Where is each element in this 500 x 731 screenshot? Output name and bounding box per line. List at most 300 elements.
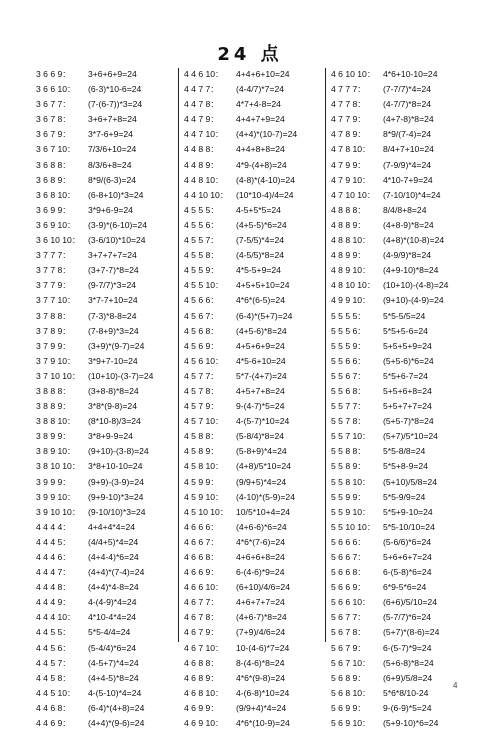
number-set: 4 5 7 10： [184,416,224,427]
number-set: 4 5 5 9： [184,265,219,276]
number-set: 3 6 9 9： [36,204,71,215]
solution-expression: 4*10-4*4=24 [88,612,137,623]
solution-expression: (9+9)-(3-9)=24 [88,476,144,487]
solution-expression: 4+6+7+7=24 [236,597,285,608]
number-set: 4 4 4 4： [36,521,71,532]
number-set: 4 5 7 7： [184,370,219,381]
solution-expression: (7-10/10)*4=24 [383,189,441,200]
number-set: 4 5 10 10： [184,506,229,517]
number-set: 4 7 10 10： [331,189,376,200]
solution-row [36,716,178,731]
solutions-column-2 [184,67,326,731]
solution-expression: 5*5+5-6=24 [383,325,428,336]
solution-expression: 5+5+7+7=24 [383,401,432,412]
solution-expression: (7+9)/4/6=24 [236,627,286,638]
number-set: 5 6 6 6： [331,536,366,547]
solution-expression: (3-6/10)*10=24 [88,235,146,246]
solution-expression: (7-7/7)*4=24 [383,84,432,95]
number-set: 5 6 6 10： [331,597,371,608]
number-set: 4 6 7 10： [184,642,224,653]
solution-expression: (4-4/7)*7=24 [236,84,285,95]
solution-row [331,565,473,580]
number-set: 3 8 10 10： [36,461,81,472]
number-set: 4 9 9 10： [331,295,371,306]
number-set: 5 5 5 5： [331,310,366,321]
number-set: 5 5 7 10： [331,431,371,442]
solution-expression: 5*5-8/8=24 [383,446,426,457]
solution-row [184,656,326,671]
solution-expression: 5*5+9-10=24 [383,506,433,517]
solution-row [184,142,326,157]
solution-row [36,535,178,550]
number-set: 4 6 9 10： [184,718,224,729]
solution-row [184,278,326,293]
number-set: 5 6 6 8： [331,567,366,578]
solution-expression: (5+7)*(8-6)=24 [383,627,440,638]
number-set: 4 5 5 10： [184,280,224,291]
solution-expression: 10/5*10+4=24 [236,506,291,517]
solution-expression: 8-(4-6)*8=24 [236,657,285,668]
number-set: 4 4 4 8： [36,582,71,593]
number-set: 3 7 9 10： [36,355,76,366]
solution-row [184,293,326,308]
solution-row [184,399,326,414]
number-set: 3 9 9 9： [36,476,71,487]
solution-row [36,384,178,399]
number-set: 4 6 7 8： [184,612,219,623]
solution-expression: (5+7)/5*10=24 [383,431,438,442]
solution-expression: (5-8+9)*4=24 [236,446,287,457]
solution-row [36,309,178,324]
number-set: 3 8 9 9： [36,431,71,442]
number-set: 4 5 9 9： [184,476,219,487]
solution-row [36,399,178,414]
solution-row [36,233,178,248]
solution-expression: 4*6*(6-5)=24 [236,295,285,306]
solution-expression: (4-5+7)*4=24 [88,657,139,668]
number-set: 4 4 7 8： [184,99,219,110]
number-set: 4 4 10 10： [184,189,229,200]
solution-expression: (4-7/7)*8=24 [383,99,432,110]
number-set: 3 7 7 10： [36,295,76,306]
solution-row [36,97,178,112]
number-set: 4 7 8 9： [331,129,366,140]
number-set: 4 5 7 9： [184,401,219,412]
solution-expression: 3*9+6-9=24 [88,204,133,215]
solution-expression: 3*8*(9-8)=24 [88,401,137,412]
solution-row [184,505,326,520]
solution-expression: (4+9-10)*8=24 [383,265,439,276]
solution-expression: (5-7/7)*6=24 [383,612,432,623]
solution-expression: 10-(4-6)*7=24 [236,642,290,653]
number-set: 3 7 7 7： [36,250,71,261]
number-set: 3 6 9 10： [36,219,76,230]
solution-expression: (10*10-4)/4=24 [236,189,294,200]
solution-row [36,369,178,384]
solution-row [331,248,473,263]
solution-expression: (10+10)-(3-7)=24 [88,370,154,381]
solution-row [184,490,326,505]
solution-row [331,550,473,565]
solution-row [184,188,326,203]
solution-expression: (4+4)*4-8=24 [88,582,139,593]
solution-row [36,671,178,686]
number-set: 3 9 9 10： [36,491,76,502]
number-set: 3 6 8 8： [36,159,71,170]
solution-expression: 9-(4-7)*5=24 [236,401,285,412]
solution-expression: (4+4)*(9-6)=24 [88,718,145,729]
solution-expression: (5-8/4)*8=24 [236,431,285,442]
solution-expression: (9/9+4)*4=24 [236,702,287,713]
solution-expression: 3*7-6+9=24 [88,129,133,140]
solution-expression: (5-4/4)*6=24 [88,642,137,653]
solution-expression: 4+5+5+10=24 [236,280,290,291]
number-set: 4 5 8 8： [184,431,219,442]
solution-row [36,565,178,580]
solution-row [184,535,326,550]
number-set: 3 8 8 9： [36,401,71,412]
solution-row [36,324,178,339]
solution-expression: 4*6*(7-6)=24 [236,536,285,547]
number-set: 5 5 9 9： [331,491,366,502]
number-set: 4 4 5 8： [36,672,71,683]
solution-row [331,142,473,157]
solution-expression: 9-(6-9)*5=24 [383,702,432,713]
solution-row [184,565,326,580]
number-set: 5 6 7 10： [331,657,371,668]
number-set: 4 4 5 10： [36,687,76,698]
number-set: 3 7 10 10： [36,370,81,381]
solution-expression: 4+5+6+9=24 [236,340,285,351]
solution-row [184,595,326,610]
solution-expression: (5+9-10)*6=24 [383,718,439,729]
solution-row [331,369,473,384]
solution-row [36,580,178,595]
solution-row [331,173,473,188]
solution-expression: (4+4)*(10-7)=24 [236,129,298,140]
number-set: 3 6 6 9： [36,69,71,79]
solution-row [331,671,473,686]
solution-expression: 3*8+9-9=24 [88,431,133,442]
number-set: 4 6 8 10： [184,687,224,698]
number-set: 4 8 8 8： [331,204,366,215]
solution-row [331,339,473,354]
solution-expression: (6-8+10)*3=24 [88,189,144,200]
solution-row [36,459,178,474]
number-set: 5 6 6 7： [331,552,366,562]
solution-row [331,399,473,414]
number-set: 5 6 7 9： [331,642,366,653]
solution-row [184,444,326,459]
solution-row [331,112,473,127]
solution-expression: 4*6*(10-9)=24 [236,718,290,729]
number-set: 4 6 6 9： [184,567,219,578]
number-set: 4 4 5 5： [36,627,71,638]
solution-expression: 3*8+10-10=24 [88,461,143,472]
number-set: 5 6 7 7： [331,612,366,623]
number-set: 4 7 9 10： [331,174,371,185]
solution-expression: (10+10)-(4-8)=24 [383,280,449,291]
solution-row [331,701,473,716]
solution-expression: (7-8+9)*3=24 [88,325,139,336]
solution-row [331,520,473,535]
solution-row [184,339,326,354]
number-set: 3 8 8 8： [36,385,71,396]
solution-row [184,233,326,248]
solution-row [331,625,473,640]
solution-expression: 4-(4-9)*4=24 [88,597,137,608]
solution-row [331,641,473,656]
solution-row [331,535,473,550]
number-set: 5 6 7 8： [331,627,366,638]
solution-expression: (7-5/5)*4=24 [236,235,285,246]
solutions-column-1 [36,67,178,731]
number-set: 5 6 9 9： [331,702,366,713]
number-set: 4 8 10 10： [331,280,376,291]
number-set: 4 4 4 7： [36,567,71,578]
solution-expression: (9/9+5)*4=24 [236,476,287,487]
solution-expression: 5+5+5+9=24 [383,340,432,351]
number-set: 4 5 5 8： [184,250,219,261]
solution-row [184,97,326,112]
solution-expression: 4*7+4-8=24 [236,99,281,110]
solution-expression: 5*5+6-7=24 [383,370,428,381]
number-set: 5 5 8 10： [331,476,371,487]
solution-row [36,278,178,293]
solution-row [36,188,178,203]
number-set: 4 8 8 10： [331,235,371,246]
number-set: 4 4 4 6： [36,552,71,562]
solution-row [184,263,326,278]
solution-expression: (9-7/7)*3=24 [88,280,137,291]
number-set: 4 8 9 10： [331,265,371,276]
solution-expression: (5-6/6)*6=24 [383,536,432,547]
solution-row [184,218,326,233]
solution-expression: 4*6+10-10=24 [383,69,438,79]
solution-expression: (8*10-8)/3=24 [88,416,141,427]
number-set: 5 6 6 9： [331,582,366,593]
solution-row [36,142,178,157]
number-set: 4 5 8 9： [184,446,219,457]
solution-row [184,475,326,490]
solution-expression: 6-(5-7)*9=24 [383,642,432,653]
solution-row [331,429,473,444]
number-set: 4 6 6 8： [184,552,219,562]
solution-row [331,203,473,218]
solution-row [36,263,178,278]
number-set: 4 7 8 10： [331,144,371,155]
number-set: 4 5 5 7： [184,235,219,246]
solution-expression: 3+6+6+9=24 [88,69,137,79]
number-set: 4 5 9 10： [184,491,224,502]
number-set: 5 5 6 7： [331,370,366,381]
solution-expression: (4-8)*(4-10)=24 [236,174,295,185]
solution-row [184,384,326,399]
solution-row [184,248,326,263]
solution-row [331,656,473,671]
solution-expression: 5+5+6+8=24 [383,385,432,396]
solution-expression: 4+4+4*4=24 [88,521,136,532]
solution-expression: 5*5-4/4=24 [88,627,131,638]
number-set: 4 7 7 8： [331,99,366,110]
number-set: 4 5 6 10： [184,355,224,366]
column-divider [178,68,179,642]
number-set: 3 6 6 10： [36,84,76,95]
solution-expression: (4-9/9)*8=24 [383,250,432,261]
solution-expression: 8/4/8+8=24 [383,204,427,215]
solution-row [331,263,473,278]
solution-row [184,550,326,565]
solution-row [331,505,473,520]
solution-row [36,595,178,610]
solution-row [184,369,326,384]
solution-expression: 4*5-6+10=24 [236,355,286,366]
number-set: 4 4 7 10： [184,129,224,140]
solution-expression: (4+7-8)*8=24 [383,114,434,125]
solution-expression: (6+6)/5/10=24 [383,597,437,608]
solution-expression: 4*5-5+9=24 [236,265,281,276]
solution-expression: 4+5+7+8=24 [236,385,285,396]
number-set: 5 5 6 6： [331,355,366,366]
solution-row [331,490,473,505]
number-set: 5 5 8 8： [331,446,366,457]
number-set: 3 6 7 7： [36,99,71,110]
number-set: 4 5 6 8： [184,325,219,336]
solution-row [36,339,178,354]
solution-row [331,293,473,308]
solution-row [331,188,473,203]
solution-row [36,112,178,127]
number-set: 4 6 9 9： [184,702,219,713]
solution-expression: (6+10)/4/6=24 [236,582,290,593]
solution-expression: (4+4)*(7-4)=24 [88,567,145,578]
solution-expression: (4+8)/5*10=24 [236,461,291,472]
solution-row [331,595,473,610]
solution-row [184,625,326,640]
number-set: 5 5 9 10： [331,506,371,517]
solution-row [331,82,473,97]
solution-row [184,671,326,686]
number-set: 4 4 4 10： [36,612,76,623]
solution-row [184,309,326,324]
solution-row [184,686,326,701]
number-set: 4 5 5 5： [184,204,219,215]
number-set: 4 5 5 6： [184,219,219,230]
number-set: 4 4 7 7： [184,84,219,95]
solution-row [184,716,326,731]
solution-row [36,248,178,263]
solution-expression: (5+6-8)*8=24 [383,657,434,668]
solution-row [331,278,473,293]
solution-expression: (6-4)*(4+8)=24 [88,702,145,713]
solution-row [184,641,326,656]
solution-expression: (3+7-7)*8=24 [88,265,139,276]
solution-row [331,354,473,369]
solution-row [331,158,473,173]
number-set: 3 7 7 8： [36,265,71,276]
solution-expression: (4+5-6)*8=24 [236,325,287,336]
number-set: 3 8 9 10： [36,446,76,457]
number-set: 4 4 8 9： [184,159,219,170]
solution-row [184,580,326,595]
number-set: 3 9 10 10： [36,506,81,517]
solution-row [331,218,473,233]
solution-expression: 5*7-(4+7)=24 [236,370,287,381]
number-set: 4 4 5 7： [36,657,71,668]
number-set: 4 6 8 8： [184,657,219,668]
solution-row [184,701,326,716]
solution-expression: 6-(4-6)*9=24 [236,567,285,578]
solution-row [36,475,178,490]
solution-expression: (5+10)/5/8=24 [383,476,437,487]
solution-expression: (4+6-7)*8=24 [236,612,287,623]
number-set: 3 6 8 10： [36,189,76,200]
solution-row [36,82,178,97]
number-set: 3 6 7 10： [36,144,76,155]
solution-row [331,475,473,490]
number-set: 3 7 9 9： [36,340,71,351]
solution-expression: (3-9)*(6-10)=24 [88,219,147,230]
solution-row [36,641,178,656]
solution-expression: (4+6-6)*6=24 [236,521,287,532]
solution-row [184,158,326,173]
solution-row [331,324,473,339]
solution-row [36,218,178,233]
solution-expression: (5+5-7)*8=24 [383,416,434,427]
solution-expression: 4-(5-7)*10=24 [236,416,290,427]
solution-row [184,203,326,218]
number-set: 4 4 6 9： [36,718,71,729]
solution-expression: 4+4+7+9=24 [236,114,285,125]
solution-row [331,127,473,142]
solution-row [331,414,473,429]
solution-row [331,459,473,474]
solution-row [184,112,326,127]
number-set: 3 6 7 8： [36,114,71,125]
number-set: 4 4 8 8： [184,144,219,155]
solution-row [36,444,178,459]
solution-expression: 7/3/6+10=24 [88,144,137,155]
solution-row [36,625,178,640]
number-set: 5 6 9 10： [331,718,371,729]
number-set: 3 7 8 9： [36,325,71,336]
solution-expression: (7-(6-7))*3=24 [88,99,143,110]
solution-expression: (9+10)-(4-9)=24 [383,295,444,306]
solution-expression: (9+10)-(3-8)=24 [88,446,149,457]
solution-row [36,520,178,535]
solution-row [36,203,178,218]
solution-expression: (6-3)*10-6=24 [88,84,142,95]
number-set: 5 5 6 8： [331,385,366,396]
solution-expression: 4-5+5*5=24 [236,204,281,215]
solution-expression: (4-10)*(5-9)=24 [236,491,295,502]
solution-row [36,656,178,671]
number-set: 5 5 5 6： [331,325,366,336]
number-set: 4 6 6 7： [184,536,219,547]
solution-row [184,459,326,474]
solution-row [184,324,326,339]
page-title: 24 点 [217,44,283,65]
number-set: 5 5 7 7： [331,401,366,412]
solution-expression: 8/4+7+10=24 [383,144,434,155]
solution-expression: (4+4-5)*8=24 [88,672,139,683]
solution-row [184,414,326,429]
solution-expression: (4+8-9)*8=24 [383,219,434,230]
number-set: 4 5 6 9： [184,340,219,351]
number-set: 4 4 8 10： [184,174,224,185]
solution-expression: (9+9-10)*3=24 [88,491,144,502]
solution-row [36,354,178,369]
